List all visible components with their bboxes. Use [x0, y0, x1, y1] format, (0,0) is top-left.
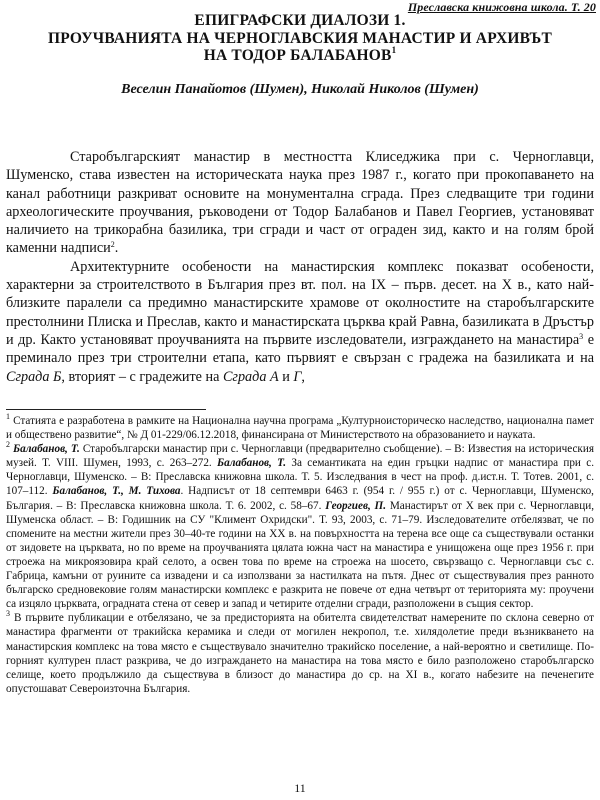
footnote-separator — [6, 409, 206, 410]
footnote-2-author-3: Балабанов, Т., М. Тихова — [52, 485, 181, 498]
title-line-3-text: НА ТОДОР БАЛАБАНОВ — [203, 47, 392, 64]
footnote-ref-2[interactable]: 2 — [110, 240, 115, 250]
paragraph-2-text-d: и — [278, 368, 294, 385]
paragraph-1 — [6, 148, 594, 258]
paragraph-1-text: Старобългарският манастир в местността Клиседжика при с. Черноглавци, Шуменско, става известен на историческата наука през 1987 г., когато при прокопаването на канал работници разкриват основите на монументална сграда. През следващите три години археологическите проучвания, ръководени от Тодор Балабанов и Павел Георгиев, установяват наличието на трикорабна базилика, три сгради и част от ограден зид, както и на голям брой каменни надписи — [6, 149, 594, 257]
running-head: Преславска книжовна школа. Т. 20 — [407, 0, 596, 14]
footnote-1-mark: 1 — [6, 412, 10, 421]
footnote-2-author-4: Георгиев, П. — [325, 499, 387, 512]
paragraph-2-text-a: Архитектурните особености на манастирския комплекс показват особености, характерни за строителството в България през вт. пол. на IX – първ. десет. на X в., като най-близките паралели са предимно манастирските храмове от околностите на старобългарските престолнини Плиска и Преслав, както и манастирската църква край Равна, базиликата в Дръстър и др. Както установяват проучванията на първите изследователи, изграждането на манастира — [6, 258, 594, 348]
paragraph-2-text-c: , вторият – с градежите на — [61, 368, 223, 385]
body-text — [6, 148, 594, 386]
paragraph-2-text-b: е преминало през три строителни етапа, като първият е свързан с градежа на базиликата и на — [6, 331, 594, 367]
building-b-label: Сграда Б — [6, 368, 62, 385]
footnote-2-author-2: Балабанов, Т. — [217, 457, 287, 470]
paragraph-2 — [6, 258, 594, 386]
footnote-3-text: В първите публикации е отбелязано, че за предисторията на обителта свидетелстват намерените по склона северно от манастира фрагменти от тракийска керамика и следи от могилен некропол, т.е. хилядолетие преди възникването на манастирския комплекс на това място е съществувало значително тракийско поселение, а най-вероятно и светилище. По-горният културен пласт разкрива, че до изграждането на манастира на това място е било разположено старобългарско селище, което продължило да съществува в близост до манастира до ср. на XI в., когато набезите на печенегите опустошават Североизточна България. — [6, 612, 594, 695]
page-number: 11 — [294, 781, 306, 795]
footnote-2 — [6, 442, 594, 611]
title-line-1: ЕПИГРАФСКИ ДИАЛОЗИ 1. — [194, 12, 406, 29]
authors-line: Веселин Панайотов (Шумен), Николай Николов (Шумен) — [121, 82, 479, 97]
title-line-2: ПРОУЧВАНИЯТА НА ЧЕРНОГЛАВСКИЯ МАНАСТИР И АРХИВЪТ — [47, 29, 552, 47]
footnote-3-mark: 3 — [6, 609, 10, 619]
footnote-2-text-1: Старобългарски манастир при с. Черноглавци (предварително съобщение). – В: Известия на историческия музей. Т. VIII. Шумен, 1993, с. 263–272. — [6, 443, 594, 470]
footnote-2-mark: 2 — [6, 440, 10, 450]
title-line-3 — [0, 47, 600, 65]
paragraph-1-end: . — [114, 240, 119, 257]
footnote-1-text: Статията е разработена в рамките на Национална научна програма „Културноисторическо наследство, национална памет и обществено развитие“, № Д 01-229/06.12.2018, финансирана от Министерството на образованието и науката. — [6, 415, 594, 442]
footnote-2-text-2: За семантиката на един гръцки надпис от манастира при с. Черноглавци, Шуменско. – В: Преславска книжовна школа. Т. 5. Изследвания в чест на проф. д.ист.н. Т. Тотев. 2001, с. 107–112. — [6, 457, 594, 498]
title-footnote-mark[interactable]: 1 — [391, 45, 397, 55]
article-title — [0, 12, 600, 65]
footnote-2-text-4: Манастирът от X век при с. Черноглавци, Шуменска област. – В: Годишник на СУ "Климент Охридски". Т. 93, 2003, с. 71–79. Изследователите отбелязват, че по спомените на местни жители през 30–40-те години на XX в. на повърхността на терена все още са съществували останки от зидовете на църквата, но по време на проучванията цялата южна част на манастира е унищожена още през 1956 г. при строежа на микроязовира край селото, а освен това по време на строежа на шосето, свързващо с. Черноглавци със с. Габрица, камъни от руините са извадени и са използвани за настилката на пътя. Днес от съществувалия през ранното българско средновековие голям манастирски комплекс е разкрита не повече от една четвърт от територията му: проучени са изцяло църквата, оградната стена от север и запад и четирите отделни сгради, разположени в същия сектор. — [6, 499, 594, 611]
footnotes — [6, 414, 594, 696]
footnote-1 — [6, 414, 594, 442]
footnote-2-author-1: Балабанов, Т. — [13, 443, 80, 456]
building-g-label: Г — [293, 368, 302, 385]
footnote-ref-3[interactable]: 3 — [579, 331, 584, 341]
building-a-label: Сграда А — [222, 368, 279, 385]
footnote-2-text-3: . Надписът от 18 септември 6463 г. (954 г. / 955 г.) от с. Черноглавци, Шуменско, България. – В: Преславска книжовна школа. Т. 6. 2002, с. 58–67. — [6, 485, 594, 512]
footnote-3 — [6, 611, 594, 696]
paragraph-2-text-e: , — [301, 368, 305, 385]
